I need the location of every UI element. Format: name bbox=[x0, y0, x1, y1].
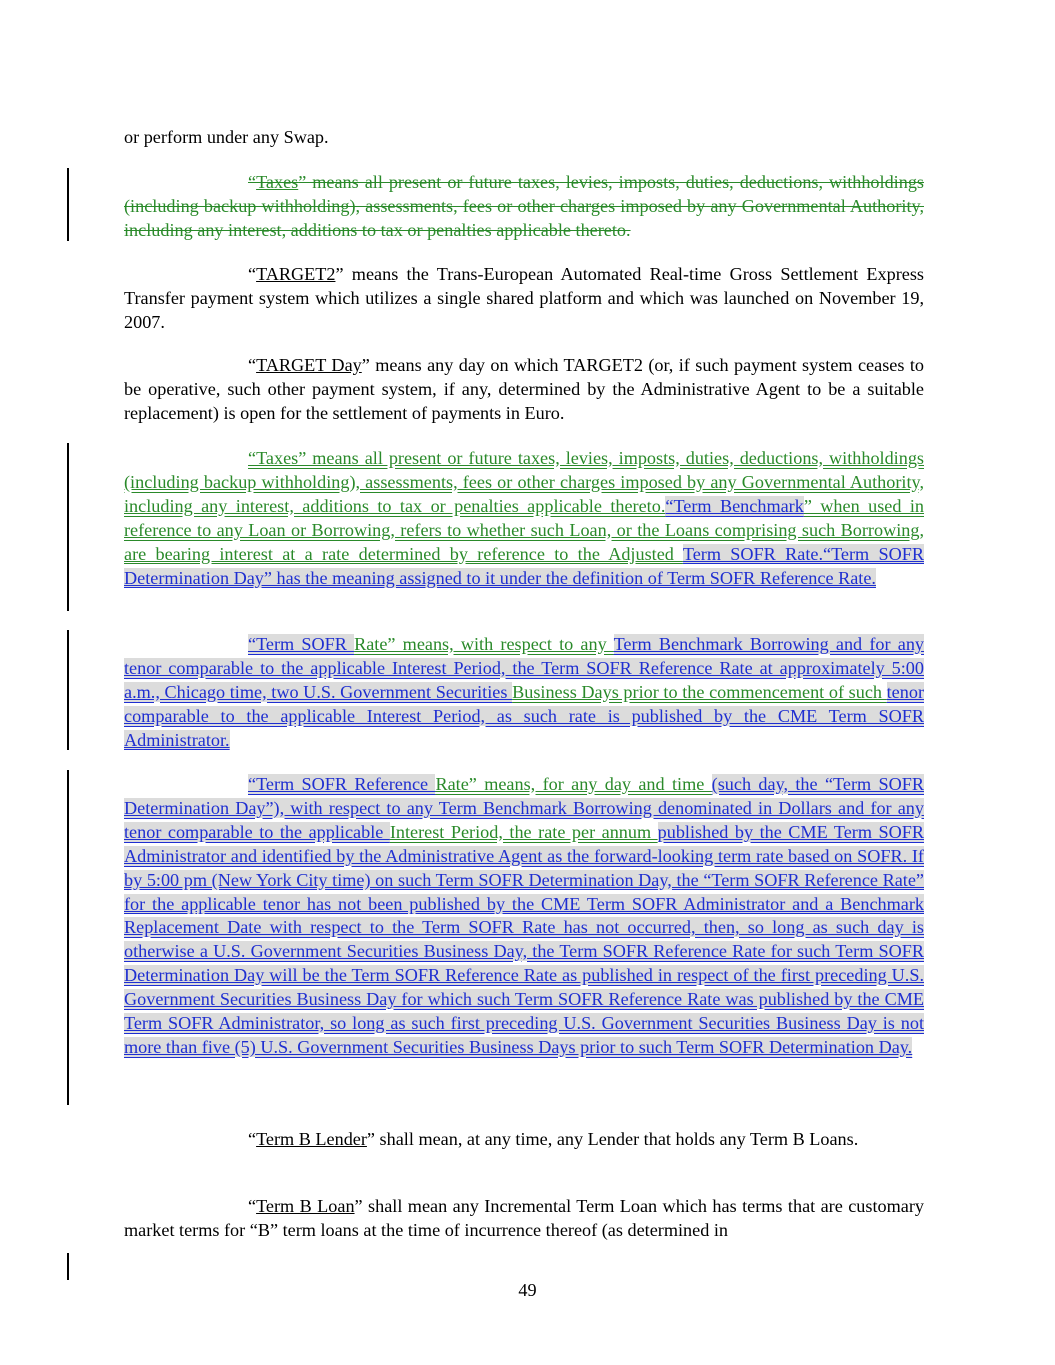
quote-mark: “ bbox=[248, 1129, 257, 1149]
definition-target-day bbox=[124, 354, 924, 426]
change-bar bbox=[67, 443, 69, 611]
moved-text: “Term SOFR Reference bbox=[248, 774, 436, 794]
definition-term-sofr-reference-rate bbox=[124, 773, 924, 1060]
definition-term-sofr-rate bbox=[124, 633, 924, 753]
quote-mark: “ bbox=[248, 1196, 257, 1216]
quote-mark: “ bbox=[248, 355, 257, 375]
paragraph-text: or perform under any Swap. bbox=[124, 127, 329, 147]
change-bar bbox=[67, 770, 69, 1105]
definition-term-b-lender bbox=[124, 1128, 924, 1152]
moved-text: “Term SOFR bbox=[248, 634, 355, 654]
change-bar bbox=[67, 1253, 69, 1280]
moved-text: tenor comparable to the applicable Interest Period, as such rate is published by the CME Term SOFR Administrator. bbox=[124, 681, 924, 750]
inserted-text: Rate” means, with respect to any bbox=[354, 634, 614, 654]
paragraph-swap-continuation bbox=[124, 126, 924, 150]
definition-body: ” shall mean any Incremental Term Loan which has terms that are customary market terms for “B” term loans at the time of incurrence thereof (as determined in bbox=[124, 1196, 924, 1240]
definition-body: ” means any day on which TARGET2 (or, if such payment system ceases to be operative, such other payment system, if any, determined by the Administrative Agent to be a suitable replacement) is open for the settlement of payments in Euro. bbox=[124, 355, 924, 423]
defined-term: Term B Lender bbox=[256, 1129, 367, 1149]
definition-body: ” means the Trans-European Automated Real-time Gross Settlement Express Transfer payment system which utilizes a single shared platform and which was launched on November 19, 2007. bbox=[124, 264, 924, 332]
page-number: 49 bbox=[518, 1280, 537, 1300]
quote-mark: “ bbox=[248, 172, 257, 192]
inserted-text: Rate” means, for any day and time bbox=[435, 774, 712, 794]
definition-body: ” shall mean, at any time, any Lender that holds any Term B Loans. bbox=[366, 1129, 859, 1149]
defined-term: TARGET Day bbox=[256, 355, 362, 375]
definition-body: ” means all present or future taxes, levies, imposts, duties, deductions, withholdings (including backup withholding), assessments, fees or other charges imposed by any Governmental Authority, including any interest, additions to tax or penalties applicable thereto. bbox=[124, 172, 924, 240]
inserted-text: Interest Period, the rate per annum bbox=[389, 821, 658, 842]
definition-term-b-loan bbox=[124, 1195, 924, 1243]
defined-term: Term B Loan bbox=[256, 1196, 355, 1216]
moved-text: Term Benchmark Borrowing and for any tenor comparable to the applicable Interest Period, the Term SOFR Reference Rate at approximately 5:00 a.m., Chicago time, two U.S. Government Securities bbox=[124, 634, 925, 702]
change-bar bbox=[67, 168, 69, 241]
definition-taxes-deleted bbox=[124, 171, 924, 243]
deleted-text bbox=[124, 172, 924, 240]
defined-term: Taxes bbox=[256, 172, 299, 192]
quote-mark: “ bbox=[248, 264, 257, 284]
moved-text: Term SOFR Rate.“Term SOFR Determination Day” has the meaning assigned to it under the definition of Term SOFR Reference Rate. bbox=[124, 543, 924, 588]
moved-text: published by the CME Term SOFR Administrator and identified by the Administrative Agent as the forward-looking term rate based on SOFR. If by 5:00 pm (New York City time) on such Term SOFR Determination Day, the “Term SOFR Reference Rate” for the applicable tenor has not been published by the CME Term SOFR Administrator and a Benchmark Replacement Date with respect to the Term SOFR Rate has not occurred, then, so long as such day is otherwise a U.S. Government Securities Business Day, the Term SOFR Reference Rate for such Term SOFR Determination Day will be the Term SOFR Reference Rate as published in respect of the first preceding U.S. Government Securities Business Day for which such Term SOFR Reference Rate was published by the CME Term SOFR Administrator, so long as such first preceding U.S. Government Securities Business Day is not more than five (5) U.S. Government Securities Business Days prior to such Term SOFR Determination Day. bbox=[124, 821, 925, 1057]
change-bar bbox=[67, 630, 69, 750]
inserted-text: “Taxes” means all present or future taxes, levies, imposts, duties, deductions, withholdings (including backup withholding), assessments, fees or other charges imposed by any Governmental Authority, including any interest, additions to tax or penalties applicable thereto. bbox=[124, 448, 924, 516]
inserted-text: Business Days prior to the commencement of such bbox=[512, 681, 887, 702]
inserted-text: ” when used in reference to any Loan or Borrowing, refers to whether such Loan, or the Loans comprising such Borrowing, are bearing interest at a rate determined by reference to the Adjusted bbox=[124, 495, 925, 564]
moved-text: “Term Benchmark bbox=[665, 495, 804, 516]
defined-term: TARGET2 bbox=[256, 264, 336, 284]
definition-taxes-inserted bbox=[124, 447, 924, 590]
moved-text: (such day, the “Term SOFR Determination Day”), with respect to any Term Benchmark Borrowing denominated in Dollars and for any tenor comparable to the applicable bbox=[124, 774, 924, 842]
definition-target2 bbox=[124, 263, 924, 335]
